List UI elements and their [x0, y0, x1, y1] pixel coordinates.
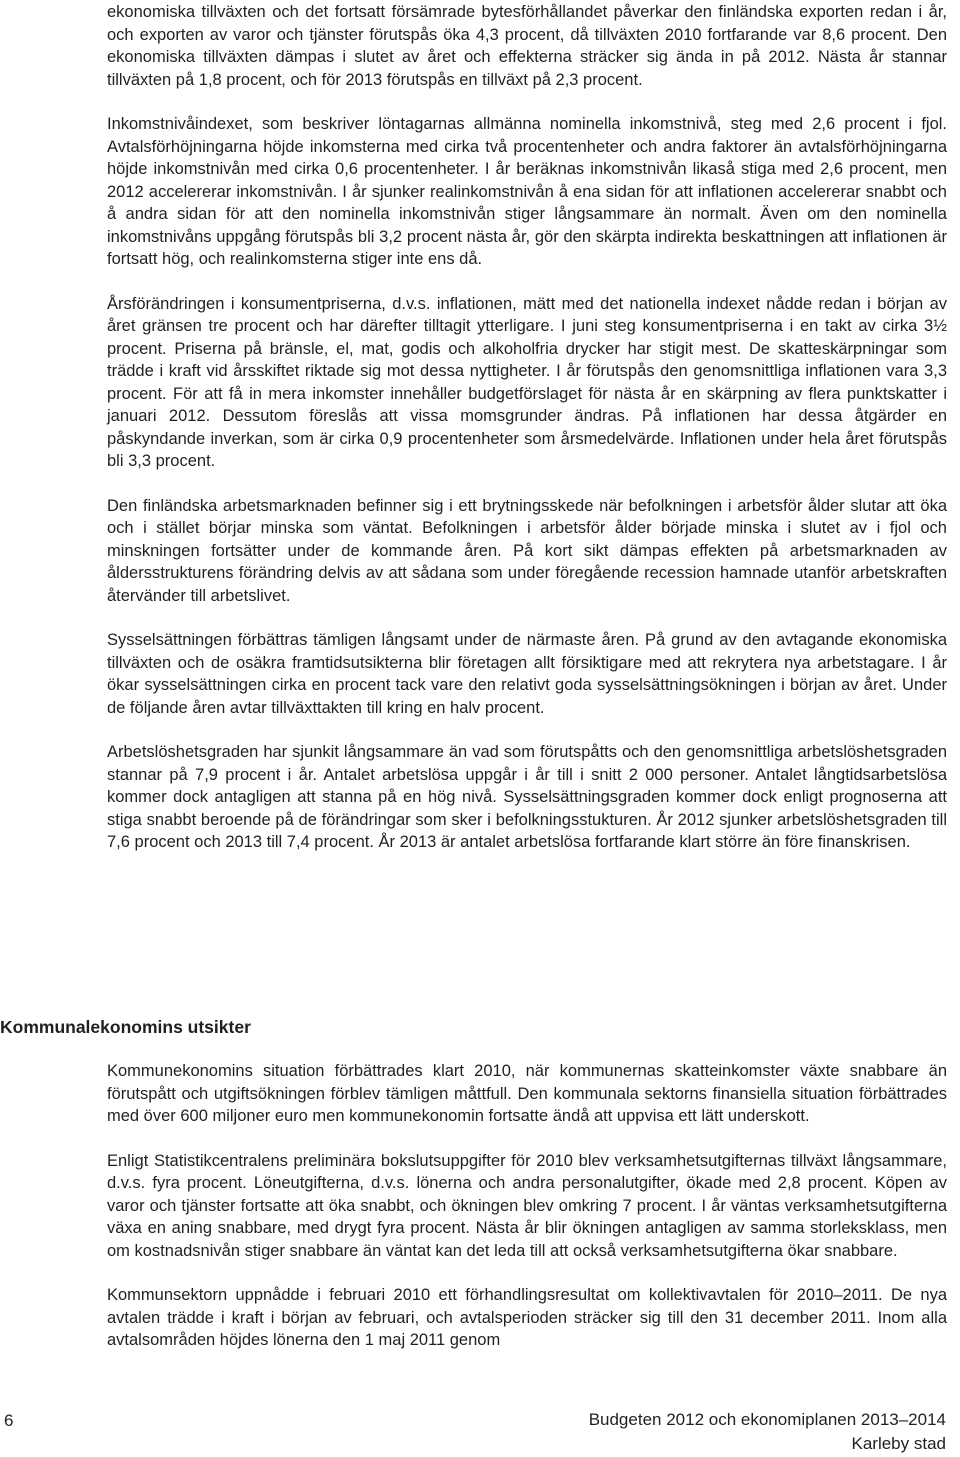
paragraph-employment: Sysselsättningen förbättras tämligen långsamt under de närmaste åren. På grund av den avtagande ekonomiska tillväxten och de osäkra framtidsutsikterna blir företagen allt försiktigare med att rekrytera nya arbetstagare. I år ökar sysselsättningen cirka en procent tack vare den relativt goda sysselsättningsökningen i början av året. Under de följande åren avtar tillväxttakten till kring en halv procent. — [107, 631, 947, 717]
paragraph-unemployment: Arbetslöshetsgraden har sjunkit långsammare än vad som förutspåtts och den genomsnittliga arbetslöshetsgraden stannar på 7,9 procent i år. Antalet arbetslösa uppgår i år till i snitt 2 000 personer. Antalet långtidsarbetslösa kommer dock antagligen att stanna på en hög nivå. Sysselsättningsgraden kommer dock enligt prognoserna att stiga snabbt beroende på de förändringar som sker i befolkningsstukturen. År 2012 sjunker arbetslöshetsgraden till 7,6 procent och 2013 till 7,4 procent. År 2013 är antalet arbetslösa fortfarande klart större än före finanskrisen. — [107, 743, 947, 851]
paragraph-municipal-economy: Kommunekonomins situation förbättrades klart 2010, när kommunernas skatteinkomster växte snabbare än förutspått och utgiftsökningen förblev tämligen måttfull. Den kommunala sektorns finansiella situation förbättrades med över 600 miljoner euro men kommunekonomin fortsatte ändå att uppvisa ett lätt underskott. — [107, 1062, 947, 1125]
paragraph-collective-agreements: Kommunsektorn uppnådde i februari 2010 ett förhandlingsresultat om kollektivavtalen för 2010–2011. De nya avtalen trädde i kraft i början av februari, och avtalsperioden sträcker sig till den 31 december 2011. Inom alla avtalsområden höjdes lönerna den 1 maj 2011 genom — [107, 1286, 947, 1349]
paragraph-income-level: Inkomstnivåindexet, som beskriver löntagarnas allmänna nominella inkomstnivå, steg med 2,6 procent i fjol. Avtalsförhöjningarna höjde inkomsterna med cirka två procentenheter och andra faktorer än avtalsförhöjningarna höjde inkomstnivån med cirka 0,6 procentenheter. I år beräknas inkomstnivån likaså stiga med 2,6 procent, men 2012 accelererar inkomstnivån. I år sjunker realinkomstnivån å ena sidan för att inflationen accelererar snabbt och å andra sidan för att den nominella inkomstnivån stiger långsammare än normalt. Även om den nominella inkomstnivåns uppgång förutspås bli 3,2 procent nästa år, gör den skärpta indirekta beskattningen att inflationen är fortsatt hög, och realinkomsterna stiger inte ens då. — [107, 115, 947, 268]
footer-city: Karleby stad — [851, 1434, 946, 1453]
main-text-column — [107, 1, 947, 854]
page-number: 6 — [4, 1411, 14, 1430]
section-text-column — [107, 1060, 947, 1352]
paragraph-labour-market: Den finländska arbetsmarknaden befinner sig i ett brytningsskede när befolkningen i arbetsför ålder slutar att öka och i stället börjar minska som väntat. Befolkningen i arbetsför ålder började minska i slutet av i fjol och minskningen fortsätter under de kommande åren. På kort sikt dämpas effekten på arbetsmarknaden av åldersstrukturens förändring delvis av att sådana som under föregående recession hamnade utanför arbetskraften återvänder till arbetslivet. — [107, 496, 947, 605]
paragraph-operating-costs: Enligt Statistikcentralens preliminära bokslutsuppgifter för 2010 blev verksamhetsutgifternas tillväxt långsammare, d.v.s. fyra procent. Löneutgifterna, d.v.s. lönerna och andra personalutgifter, ökade med 2,8 procent. Köpen av varor och tjänster fortsatte att öka snabbt, och ökningen blev omkring 7 procent. I år väntas verksamhetsutgifterna växa en aning snabbare, med drygt fyra procent. Nästa år blir ökningen antagligen av samma storleksklass, men om kostnadsnivån stiger snabbare än väntat kan det leda till att också verksamhetsutgifterna ökar snabbare. — [107, 1151, 947, 1260]
footer-title: Budgeten 2012 och ekonomiplanen 2013–2014 — [588, 1410, 946, 1429]
paragraph-export-growth: ekonomiska tillväxten och det fortsatt försämrade bytesförhållandet påverkar den finländska exporten redan i år, och exporten av varor och tjänster förutspås öka 4,3 procent, då tillväxten 2010 fortfarande var 8,6 procent. Den ekonomiska tillväxten dämpas i slutet av året och effekterna sträcker sig ända in på 2012. Nästa år stannar tillväxten på 1,8 procent, och för 2013 förutspås en tillväxt på 2,3 procent. — [107, 3, 947, 89]
section-heading: Kommunalekonomins utsikter — [0, 1017, 251, 1037]
paragraph-inflation: Årsförändringen i konsumentpriserna, d.v.s. inflationen, mätt med det nationella indexet nådde redan i början av året gränsen tre procent och har därefter tilltagit ytterligare. I juni steg konsumentpriserna i en takt av cirka 3½ procent. Priserna på bränsle, el, mat, godis och alkoholfria drycker har stigit mest. De skatteskärpningar som trädde i kraft vid årsskiftet riktade sig mot dessa nyttigheter. I år förutspås den genomsnittliga inflationen vara 3,3 procent. För att få in mera inkomster innehåller budgetförslaget för nästa år en skärpning av flera punktskatter i januari 2012. Dessutom föreslås att vissa momsgrunder ändras. På inflationen har dessa åtgärder en påskyndande inverkan, som är cirka 0,9 procentenheter som årsmedelvärde. Inflationen under hela året förutspås bli 3,3 procent. — [107, 294, 947, 470]
